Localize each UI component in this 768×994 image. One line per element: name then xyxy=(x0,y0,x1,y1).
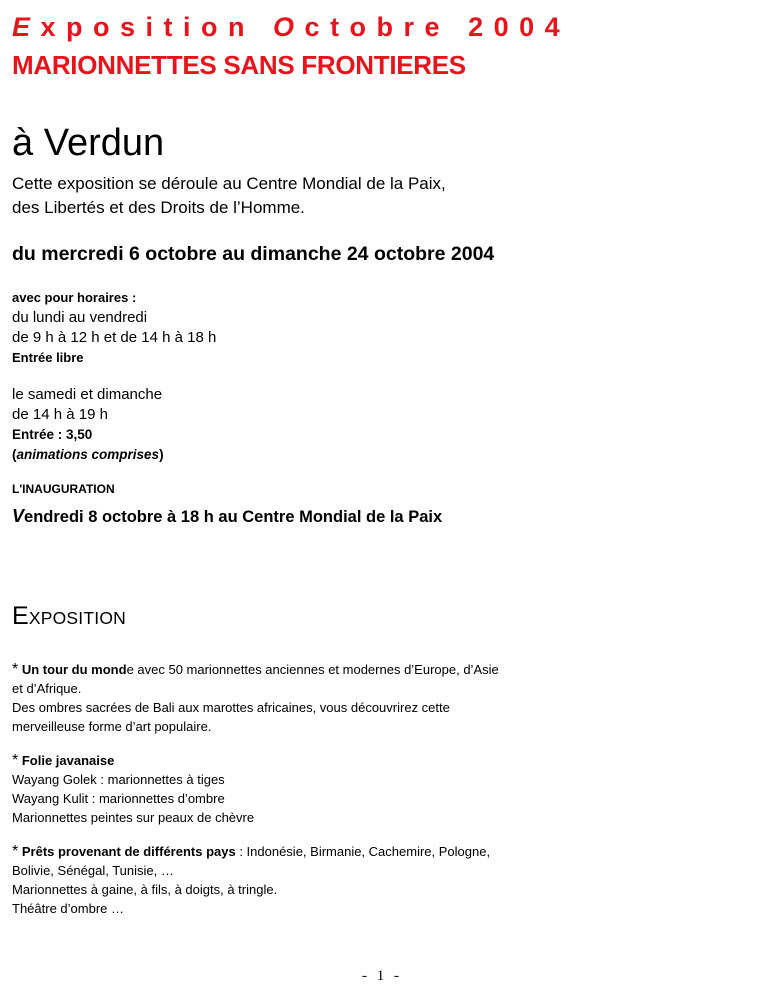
hours-label: avec pour horaires : xyxy=(12,290,137,305)
city-heading: à Verdun xyxy=(12,122,165,164)
asterisk-icon: * xyxy=(12,843,19,860)
location-text xyxy=(12,172,712,220)
item-line: Marionnettes à gaine, à fils, à doigts, à tringle. xyxy=(12,882,278,897)
item-line: Wayang Kulit : marionnettes d’ombre xyxy=(12,791,225,806)
item-line: Wayang Golek : marionnettes à tiges xyxy=(12,772,225,787)
weekday-entry: Entrée libre xyxy=(12,350,84,365)
item-line: Des ombres sacrées de Bali aux marottes africaines, vous découvrirez cette xyxy=(12,700,450,715)
exposition-title: Exposition Octobre 2004 xyxy=(12,12,571,42)
inauguration-label: L'INAUGURATION xyxy=(12,482,115,496)
weekday-times: de 9 h à 12 h et de 14 h à 18 h xyxy=(12,329,217,346)
location-line-1: Cette exposition se déroule au Centre Mondial de la Paix, xyxy=(12,174,446,193)
location-line-2: des Libertés et des Droits de l’Homme. xyxy=(12,198,305,217)
item-line: Théâtre d’ombre … xyxy=(12,901,124,916)
inauguration-date: Vendredi 8 octobre à 18 h au Centre Mondial de la Paix xyxy=(12,506,443,526)
exhibit-item-javanese xyxy=(12,751,254,827)
exhibit-item-world-tour xyxy=(12,660,499,736)
item-heading-line: * Un tour du monde avec 50 marionnettes anciennes et modernes d’Europe, d’Asie xyxy=(12,661,499,678)
page-number: - 1 - xyxy=(362,968,402,984)
weekday-hours xyxy=(12,288,216,368)
weekend-times: de 14 h à 19 h xyxy=(12,406,108,423)
exhibition-subtitle: MARIONNETTES SANS FRONTIERES xyxy=(12,50,466,80)
weekend-note: (animations comprises) xyxy=(12,447,164,462)
item-heading-line: * Folie javanaise xyxy=(12,752,115,769)
weekday-days: du lundi au vendredi xyxy=(12,309,148,326)
weekend-entry: Entrée : 3,50 xyxy=(12,427,93,442)
item-line: merveilleuse forme d’art populaire. xyxy=(12,719,212,734)
asterisk-icon: * xyxy=(12,661,19,678)
weekend-days: le samedi et dimanche xyxy=(12,386,163,403)
exhibition-dates: du mercredi 6 octobre au dimanche 24 octobre 2004 xyxy=(12,243,495,265)
asterisk-icon: * xyxy=(12,752,19,769)
exhibit-item-loans xyxy=(12,842,490,918)
section-heading-exposition: EXPOSITION xyxy=(12,602,126,630)
item-line: Bolivie, Sénégal, Tunisie, … xyxy=(12,863,174,878)
item-heading-line: * Prêts provenant de différents pays : Indonésie, Birmanie, Cachemire, Pologne, xyxy=(12,843,491,860)
weekend-hours xyxy=(12,385,164,465)
item-line: et d’Afrique. xyxy=(12,681,82,696)
item-line: Marionnettes peintes sur peaux de chèvre xyxy=(12,810,255,825)
